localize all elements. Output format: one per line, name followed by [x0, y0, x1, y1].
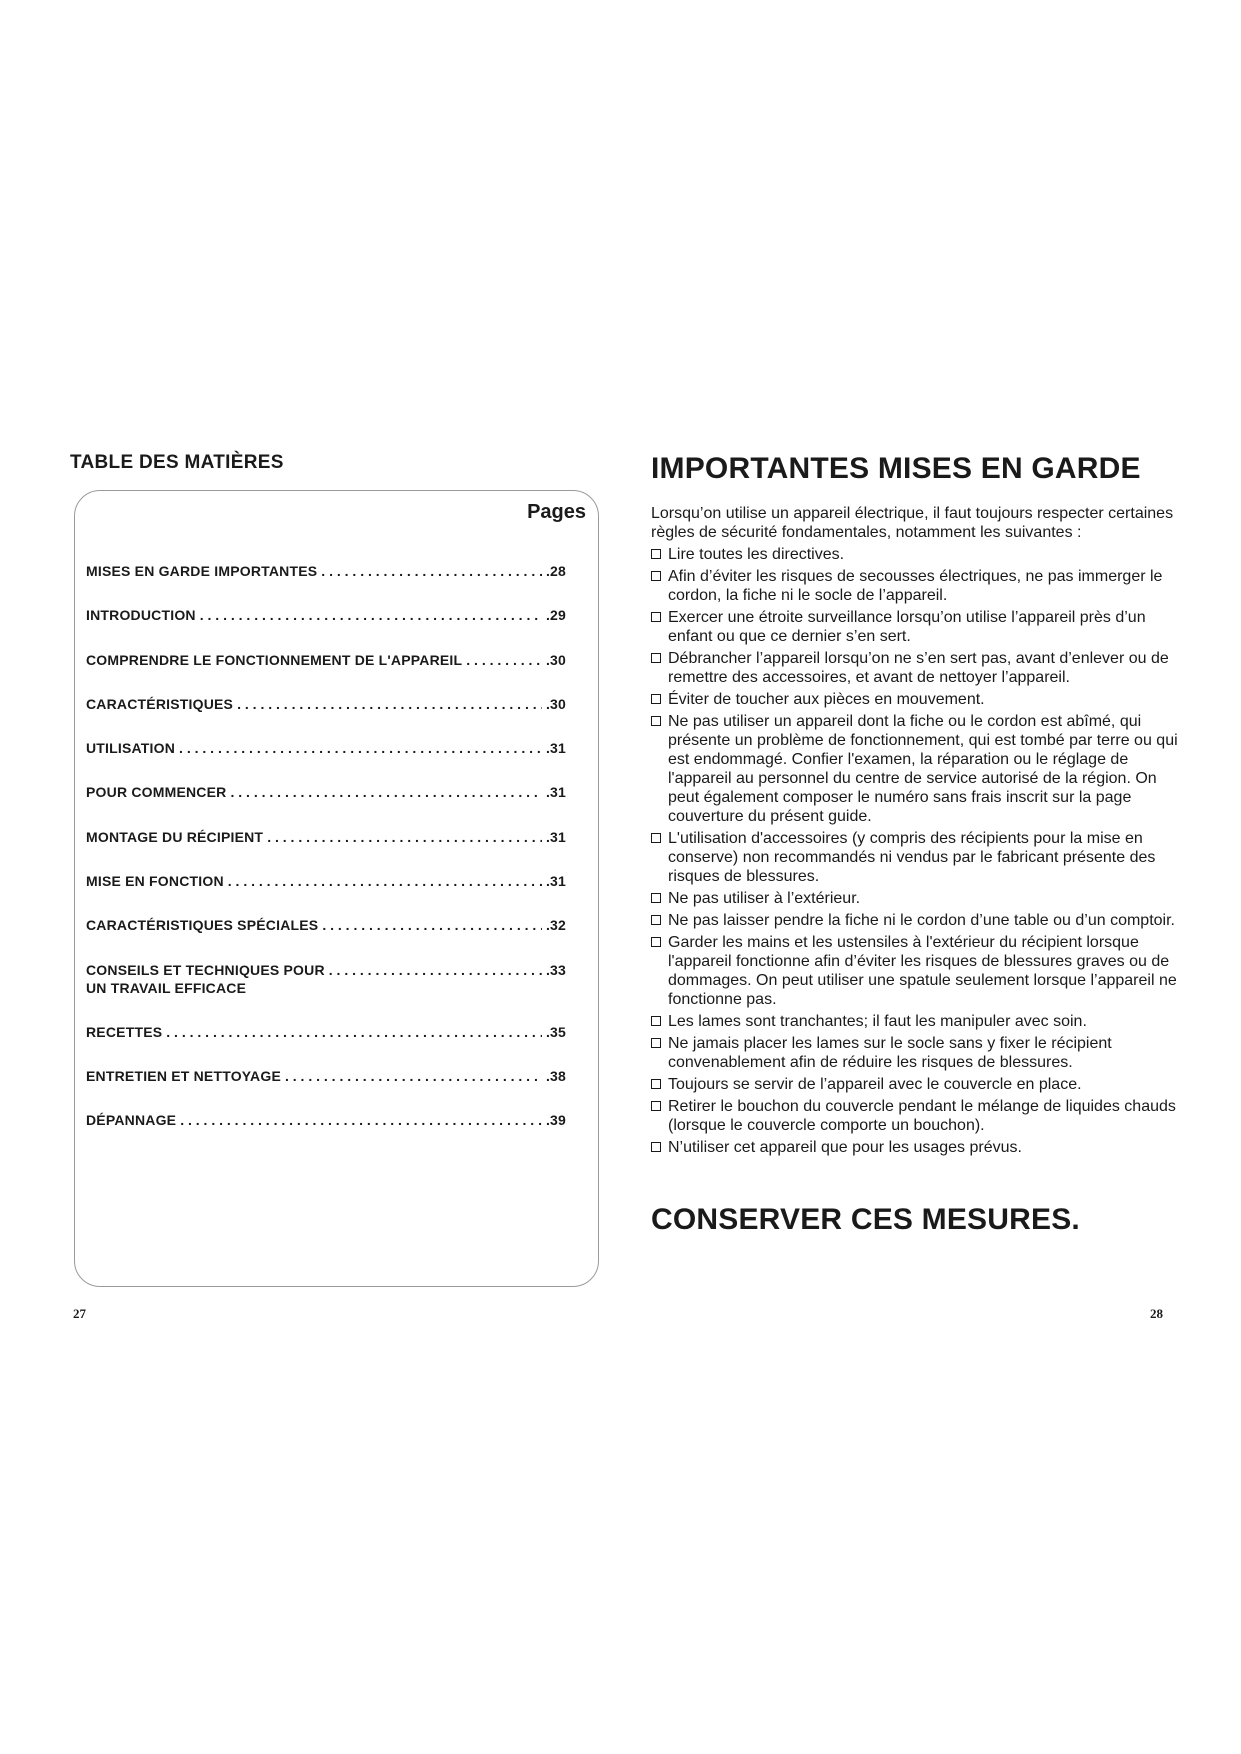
- toc-entry-page: .31: [545, 873, 566, 890]
- warning-item-text: N’utiliser cet appareil que pour les usages prévus.: [668, 1139, 1022, 1156]
- warning-item: [651, 933, 1181, 1009]
- toc-leader-dots: [166, 1024, 542, 1040]
- warning-item: [651, 649, 1181, 687]
- warning-item-text: Afin d’éviter les risques de secousses électriques, ne pas immerger le cordon, la fiche ni le socle de l’appareil.: [668, 568, 1163, 604]
- toc-entry-label: POUR COMMENCER: [86, 784, 227, 801]
- toc-entry-label: COMPRENDRE LE FONCTIONNEMENT DE L'APPAREIL: [86, 651, 463, 668]
- toc-leader-dots: [267, 829, 542, 845]
- toc-entry: [86, 1068, 566, 1112]
- warning-item-text: L'utilisation d'accessoires (y compris des récipients pour la mise en conserve) non recommandés ni vendus par le fabricant présente des risques de blessures.: [668, 830, 1156, 885]
- toc-entry: [86, 1024, 566, 1068]
- page-number-left: 27: [73, 1306, 86, 1321]
- toc-entry: [86, 652, 566, 696]
- toc-entry-label: UTILISATION: [86, 740, 176, 757]
- toc-entry-page: .38: [545, 1067, 566, 1084]
- toc-entry-page: .31: [545, 784, 566, 801]
- warnings-list: [651, 545, 1181, 1157]
- toc-entry-page: .32: [545, 917, 566, 934]
- warning-item-text: Débrancher l’appareil lorsqu’on ne s’en sert pas, avant d’enlever ou de remettre des accessoires, et avant de nettoyer l’appareil.: [668, 650, 1169, 686]
- checkbox-bullet-icon: [651, 653, 661, 663]
- toc-entry-page: .28: [545, 563, 566, 579]
- checkbox-bullet-icon: [651, 1079, 661, 1089]
- checkbox-bullet-icon: [651, 833, 661, 843]
- warning-item: [651, 889, 1181, 908]
- toc-entry-page: .33: [545, 961, 566, 978]
- toc-leader-dots: [322, 917, 542, 933]
- toc-entry: [86, 563, 566, 607]
- toc-box: [74, 490, 599, 1287]
- checkbox-bullet-icon: [651, 1142, 661, 1152]
- toc-entry: [86, 696, 566, 740]
- toc-entry-label: DÉPANNAGE: [86, 1112, 177, 1129]
- toc-leader-dots: [230, 784, 541, 800]
- warning-item-text: Retirer le bouchon du couvercle pendant le mélange de liquides chauds (lorsque le couvercle comporte un bouchon).: [668, 1098, 1176, 1134]
- toc-entry-label: CARACTÉRISTIQUES SPÉCIALES: [86, 917, 319, 934]
- toc-leader-dots: [228, 873, 542, 889]
- page-number-right: 28: [1150, 1306, 1163, 1321]
- warning-item-text: Ne pas laisser pendre la fiche ni le cordon d’une table ou d’un comptoir.: [668, 912, 1175, 929]
- warning-item-text: Garder les mains et les ustensiles à l'extérieur du récipient lorsque l'appareil fonctionne afin d’éviter les risques de blessures graves ou de dommages. On peut utiliser une spatule seulement lorsque l’appareil ne fonctionne pas.: [668, 934, 1177, 1008]
- checkbox-bullet-icon: [651, 1038, 661, 1048]
- toc-entry-label: INTRODUCTION: [86, 607, 196, 624]
- right-page: [651, 452, 1181, 1237]
- toc-entry-label: ENTRETIEN ET NETTOYAGE: [86, 1067, 281, 1084]
- checkbox-bullet-icon: [651, 694, 661, 704]
- toc-entry-label-continued: UN TRAVAIL EFFICACE: [86, 979, 247, 996]
- toc-entry-label: MISE EN FONCTION: [86, 873, 224, 890]
- toc-entry-page: .29: [545, 607, 566, 624]
- warning-item: [651, 1097, 1181, 1135]
- warnings-intro: Lorsqu’on utilise un appareil électrique, il faut toujours respecter certaines règles de sécurité fondamentales, notamment les suivantes :: [651, 505, 1174, 541]
- warning-item: [651, 1138, 1181, 1157]
- warnings-title: IMPORTANTES MISES EN GARDE: [651, 452, 1141, 485]
- warning-item-text: Toujours se servir de l’appareil avec le couvercle en place.: [668, 1076, 1082, 1093]
- toc-leader-dots: [237, 696, 542, 712]
- checkbox-bullet-icon: [651, 716, 661, 726]
- toc-leader-dots: [179, 740, 542, 756]
- warning-item: [651, 545, 1181, 564]
- toc-entry-label: CONSEILS ET TECHNIQUES POUR: [86, 961, 325, 978]
- toc-entry: [86, 1112, 566, 1156]
- toc-leader-dots: [321, 563, 542, 579]
- toc-leader-dots: [285, 1068, 542, 1084]
- checkbox-bullet-icon: [651, 571, 661, 581]
- save-instructions-title: CONSERVER CES MESURES.: [651, 1203, 1080, 1236]
- toc-leader-dots: [466, 652, 542, 668]
- checkbox-bullet-icon: [651, 612, 661, 622]
- warning-item: [651, 608, 1181, 646]
- toc-entry-label: RECETTES: [86, 1023, 163, 1040]
- toc-title: TABLE DES MATIÈRES: [70, 452, 284, 473]
- warning-item: [651, 690, 1181, 709]
- warning-item: [651, 567, 1181, 605]
- warning-item-text: Ne pas utiliser un appareil dont la fiche ou le cordon est abîmé, qui présente un problème de fonctionnement, qui est tombé par terre ou qui est endommagé. Confier l'examen, la réparation ou le réglage de l'appareil au personnel du centre de service autorisé de la région. On peut également composer le numéro sans frais inscrit sur la page couverture du présent guide.: [668, 713, 1178, 825]
- toc-entry-label: MONTAGE DU RÉCIPIENT: [86, 828, 264, 845]
- warning-item-text: Lire toutes les directives.: [668, 546, 845, 563]
- toc-leader-dots: [200, 607, 542, 623]
- toc-list: [86, 563, 566, 1157]
- warning-item-text: Exercer une étroite surveillance lorsqu’on utilise l’appareil près d’un enfant ou que ce dernier s’en sert.: [668, 609, 1146, 645]
- toc-entry: [86, 740, 566, 784]
- toc-entry-page: .39: [545, 1112, 566, 1129]
- toc-entry: [86, 873, 566, 917]
- warning-item: [651, 1075, 1181, 1094]
- toc-entry-page: .30: [545, 695, 566, 712]
- toc-entry-page: .30: [545, 651, 566, 668]
- toc-leader-dots: [180, 1112, 542, 1128]
- warning-item-text: Ne pas utiliser à l’extérieur.: [668, 890, 861, 907]
- checkbox-bullet-icon: [651, 937, 661, 947]
- left-page: [70, 452, 610, 474]
- toc-entry: [86, 962, 566, 1024]
- warning-item: [651, 1012, 1181, 1031]
- toc-entry: [86, 784, 566, 828]
- warning-item: [651, 911, 1181, 930]
- toc-entry-label: CARACTÉRISTIQUES: [86, 695, 234, 712]
- toc-entry-label: MISES EN GARDE IMPORTANTES: [86, 563, 318, 579]
- checkbox-bullet-icon: [651, 1016, 661, 1026]
- warning-item: [651, 712, 1181, 826]
- checkbox-bullet-icon: [651, 915, 661, 925]
- checkbox-bullet-icon: [651, 549, 661, 559]
- checkbox-bullet-icon: [651, 893, 661, 903]
- toc-entry: [86, 829, 566, 873]
- warning-item-text: Les lames sont tranchantes; il faut les manipuler avec soin.: [668, 1013, 1087, 1030]
- pages-header: Pages: [527, 501, 586, 523]
- warning-item-text: Ne jamais placer les lames sur le socle sans y fixer le récipient convenablement afin de réduire les risques de blessures.: [668, 1035, 1112, 1071]
- warning-item: [651, 829, 1181, 886]
- toc-entry-page: .35: [545, 1023, 566, 1040]
- toc-entry: [86, 917, 566, 961]
- warning-item: [651, 1034, 1181, 1072]
- checkbox-bullet-icon: [651, 1101, 661, 1111]
- toc-leader-dots: [329, 962, 542, 978]
- toc-entry-page: .31: [545, 740, 566, 757]
- toc-entry-page: .31: [545, 828, 566, 845]
- warning-item-text: Éviter de toucher aux pièces en mouvement.: [668, 691, 985, 708]
- toc-entry: [86, 607, 566, 651]
